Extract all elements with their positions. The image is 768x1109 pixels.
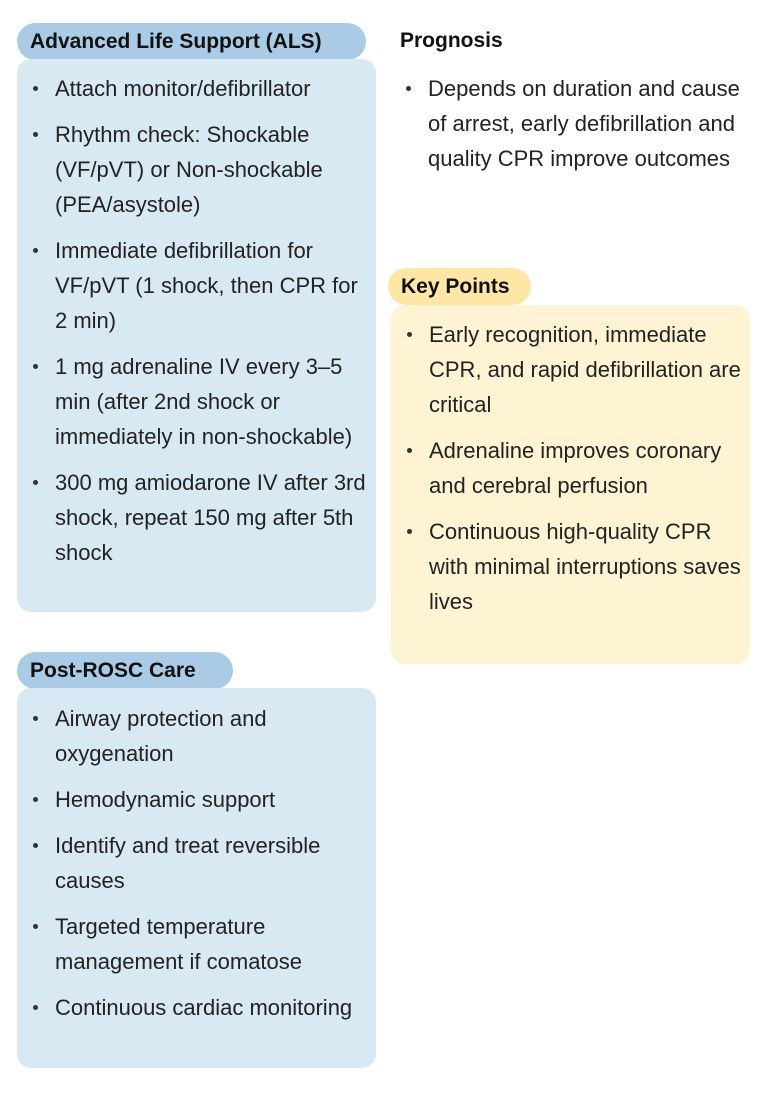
prognosis-heading: Prognosis	[400, 29, 503, 52]
list-item	[391, 433, 744, 503]
list-item-text: Depends on duration and cause of arrest, early defibrillation and quality CPR improve outcomes	[428, 76, 740, 171]
list-item-text: Attach monitor/defibrillator	[55, 76, 311, 101]
bullet-icon	[407, 448, 412, 453]
list-item-text: Early recognition, immediate CPR, and rapid defibrillation are critical	[429, 322, 741, 417]
bullet-icon	[407, 529, 412, 534]
list-item	[17, 233, 370, 338]
bullet-icon	[33, 1005, 38, 1010]
key-points-list	[391, 317, 744, 619]
prognosis-section	[390, 71, 740, 176]
list-item	[17, 71, 370, 106]
list-item	[17, 701, 370, 771]
list-item-text: Hemodynamic support	[55, 787, 276, 812]
list-item	[17, 990, 370, 1025]
bullet-icon	[33, 797, 38, 802]
post-rosc-card	[17, 688, 376, 1068]
bullet-icon	[33, 480, 38, 485]
list-item-text: 300 mg amiodarone IV after 3rd shock, repeat 150 mg after 5th shock	[55, 470, 366, 565]
als-list	[17, 71, 370, 570]
post-rosc-list	[17, 701, 370, 1025]
list-item-text: Continuous high-quality CPR with minimal interruptions saves lives	[429, 519, 741, 614]
list-item	[390, 71, 740, 176]
bullet-icon	[33, 843, 38, 848]
list-item-text: Rhythm check: Shockable (VF/pVT) or Non-shockable (PEA/asystole)	[55, 122, 323, 217]
list-item-text: Airway protection and oxygenation	[55, 706, 267, 766]
list-item	[17, 349, 370, 454]
bullet-icon	[407, 332, 412, 337]
key-points-card	[391, 305, 750, 664]
list-item	[17, 782, 370, 817]
list-item-text: Identify and treat reversible causes	[55, 833, 321, 893]
list-item-text: Targeted temperature management if comatose	[55, 914, 303, 974]
bullet-icon	[33, 248, 38, 253]
list-item	[17, 465, 370, 570]
bullet-icon	[33, 364, 38, 369]
list-item	[391, 514, 744, 619]
post-rosc-heading: Post-ROSC Care	[17, 652, 233, 689]
bullet-icon	[33, 716, 38, 721]
bullet-icon	[33, 132, 38, 137]
list-item	[17, 117, 370, 222]
list-item-text: Continuous cardiac monitoring	[55, 995, 353, 1020]
list-item-text: 1 mg adrenaline IV every 3–5 min (after 2nd shock or immediately in non-shockable)	[55, 354, 353, 449]
bullet-icon	[33, 86, 38, 91]
list-item	[391, 317, 744, 422]
list-item-text: Immediate defibrillation for VF/pVT (1 shock, then CPR for 2 min)	[55, 238, 358, 333]
list-item	[17, 828, 370, 898]
bullet-icon	[406, 86, 411, 91]
als-heading: Advanced Life Support (ALS)	[17, 23, 366, 60]
list-item	[17, 909, 370, 979]
key-points-heading: Key Points	[388, 268, 531, 305]
prognosis-list	[390, 71, 740, 176]
list-item-text: Adrenaline improves coronary and cerebral perfusion	[429, 438, 722, 498]
als-card	[17, 59, 376, 612]
bullet-icon	[33, 924, 38, 929]
